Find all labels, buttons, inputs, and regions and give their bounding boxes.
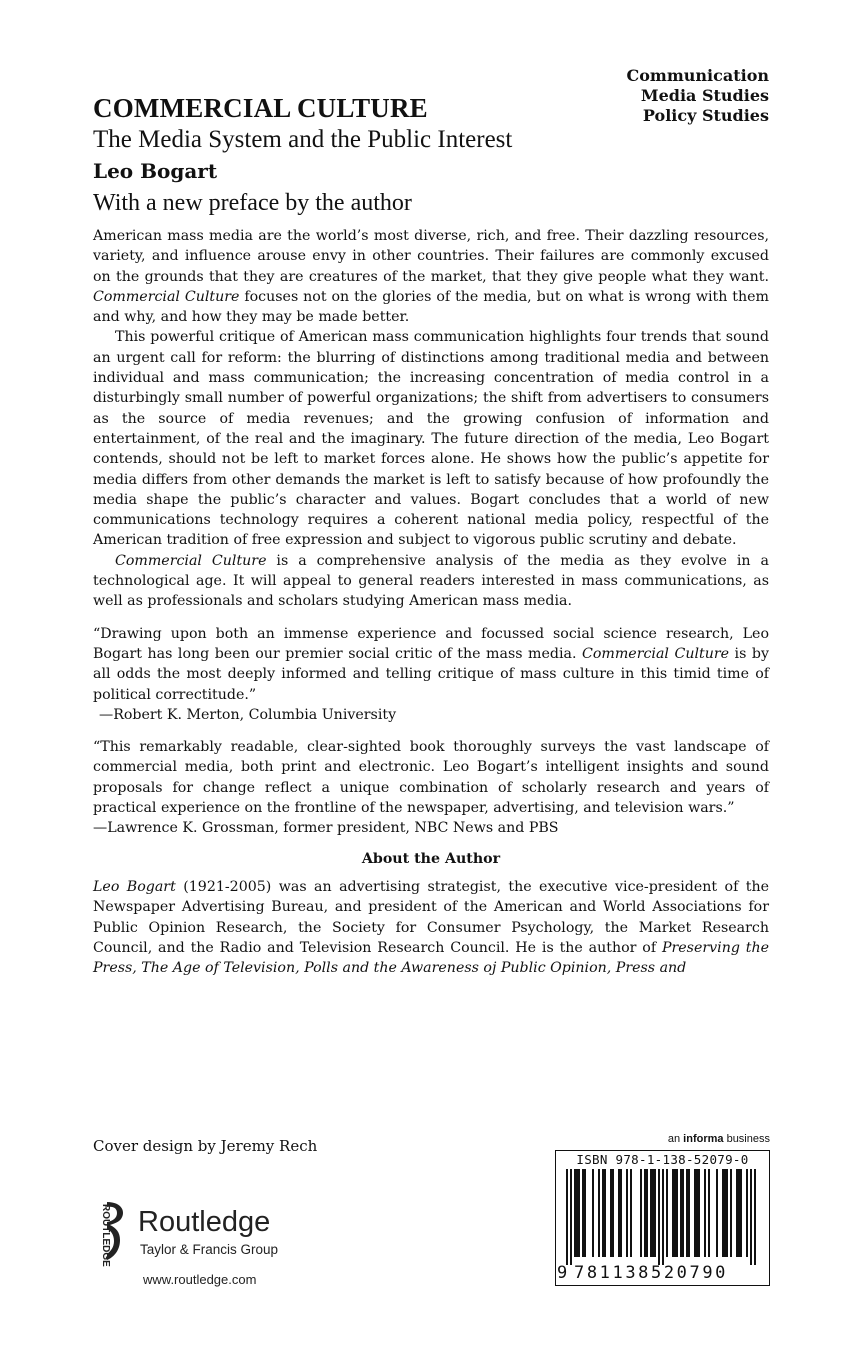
barcode-bar <box>574 1169 580 1257</box>
ean-first-digit: 9 <box>557 1263 568 1283</box>
review-quote <box>93 624 769 705</box>
barcode-bar <box>736 1169 742 1257</box>
blurb-body <box>93 226 769 978</box>
ean-remaining-digits: 781138520790 <box>574 1263 729 1283</box>
barcode-bar <box>672 1169 678 1257</box>
publisher-name: Routledge <box>138 1206 271 1238</box>
barcode-guard-bar <box>658 1169 660 1265</box>
barcode-bar <box>582 1169 586 1257</box>
isbn-barcode <box>555 1150 770 1286</box>
barcode-bar <box>704 1169 706 1257</box>
barcode-guard-bar <box>566 1169 568 1265</box>
barcode-bar <box>602 1169 606 1257</box>
barcode-bar <box>626 1169 628 1257</box>
barcode-guard-bar <box>662 1169 664 1265</box>
subject-category: Communication <box>626 66 769 85</box>
author-works-italic: Preserving the Press, The Age of Television, Polls and the Awareness oj Public Opinion, Press and <box>93 939 769 977</box>
barcode-guard-bar <box>750 1169 752 1265</box>
isbn-label: ISBN 978-1-138-52079-0 <box>576 1152 749 1167</box>
publisher-group: Taylor & Francis Group <box>140 1242 279 1257</box>
quote-attribution: —Lawrence K. Grossman, former president, NBC News and PBS <box>93 820 559 837</box>
text-run: focuses not on the glories of the media, but on what is wrong with them and why, and how they may be made better. <box>93 288 769 326</box>
routledge-side-text: ROUTLEDGE <box>100 1204 111 1267</box>
barcode-bar <box>618 1169 622 1257</box>
barcode-bar <box>746 1169 748 1257</box>
publisher-website: www.routledge.com <box>143 1272 257 1287</box>
barcode-bar <box>666 1169 668 1257</box>
barcode-bars <box>566 1169 760 1265</box>
barcode-bar <box>722 1169 728 1257</box>
review-quote: “This remarkably readable, clear-sighted book thoroughly surveys the vast landscape of commercial media, both print and electronic. Leo Bogart’s intelligent insights and sound proposals for change reflect a unique combination of scholarly research and years of practical experience on the frontline of the newspaper, advertising, and television wars.” <box>93 739 769 817</box>
barcode-bar <box>630 1169 632 1257</box>
barcode-bar <box>730 1169 732 1257</box>
barcode-bar <box>694 1169 700 1257</box>
text-run: American mass media are the world’s most diverse, rich, and free. Their dazzling resources, variety, and influence arouse envy in other countries. Their failures are commonly excused on the grounds that they are creatures of the market, that they give people what they want. <box>93 228 769 285</box>
book-header <box>93 92 773 218</box>
edition-note: With a new preface by the author <box>93 190 412 216</box>
barcode-bar <box>644 1169 648 1257</box>
text-run: is a comprehensive analysis of the media as they evolve in a technological age. It will appeal to general readers interested in mass communications, as well as professionals and scholars studying American mass media. <box>93 552 769 610</box>
routledge-mark-icon <box>90 1198 134 1268</box>
text-run: is by all odds the most deeply informed and telling critique of mass culture in this timid time of political correctitude.” <box>93 645 769 703</box>
about-author-heading: About the Author <box>361 850 501 867</box>
barcode-bar <box>686 1169 690 1257</box>
informa-brand: informa <box>683 1133 724 1145</box>
book-subtitle: The Media System and the Public Interest <box>93 126 513 153</box>
book-author: Leo Bogart <box>93 159 218 183</box>
barcode-bar <box>650 1169 656 1257</box>
barcode-bar <box>640 1169 642 1257</box>
text-run: “Drawing upon both an immense experience and focussed social science research, Leo Bogart has long been our premier social critic of the mass media. <box>93 625 769 662</box>
barcode-bar <box>598 1169 600 1257</box>
barcode-bar <box>610 1169 614 1257</box>
book-title: COMMERCIAL CULTURE <box>93 93 428 123</box>
barcode-bar <box>716 1169 718 1257</box>
subject-category: Policy Studies <box>642 106 769 125</box>
book-title-italic: Commercial Culture <box>93 288 240 305</box>
book-title-italic: Commercial Culture <box>115 552 267 569</box>
description-paragraph <box>93 226 769 327</box>
informa-tagline <box>668 1132 770 1146</box>
author-name-italic: Leo Bogart <box>93 878 176 895</box>
barcode-guard-bar <box>570 1169 572 1265</box>
book-title-italic: Commercial Culture <box>582 645 730 662</box>
quote-attribution: —Robert K. Merton, Columbia University <box>99 706 397 723</box>
barcode-bar <box>592 1169 594 1257</box>
barcode-guard-bar <box>754 1169 756 1265</box>
description-paragraph <box>93 551 769 612</box>
text-run: an <box>667 1133 684 1145</box>
barcode-bar <box>680 1169 684 1257</box>
routledge-logo <box>90 1198 350 1268</box>
text-run: (1921-2005) was an advertising strategist, the executive vice-president of the Newspaper Advertising Bureau, and president of the American and World Associations for Public Opinion Research, the Society for Consumer Psychology, the Market Research Council, and the Radio and Television Research Council. He is the author of <box>93 878 769 956</box>
about-author-text <box>93 877 769 978</box>
description-paragraph: This powerful critique of American mass communication highlights four trends that sound an urgent call for reform: the blurring of distinctions among traditional media and between individual and mass communication; the increasing concentration of media control in a disturbingly small number of powerful organizations; the shift from advertisers to consumers as the source of media revenues; and the growing confusion of information and entertainment, of the real and the imaginary. The future direction of the media, Leo Bogart contends, should not be left to market forces alone. He shows how the public’s appetite for media differs from other demands the market is left to satisfy because of how profoundly the media shape the public’s character and values. Bogart concludes that a world of new communications technology requires a coherent national media policy, respectful of the American tradition of free expression and subject to vigorous public scrutiny and debate. <box>93 329 769 549</box>
cover-design-credit: Cover design by Jeremy Rech <box>93 1137 318 1155</box>
barcode-bar <box>708 1169 710 1257</box>
subject-category: Media Studies <box>640 86 769 105</box>
text-run: business <box>723 1133 770 1145</box>
